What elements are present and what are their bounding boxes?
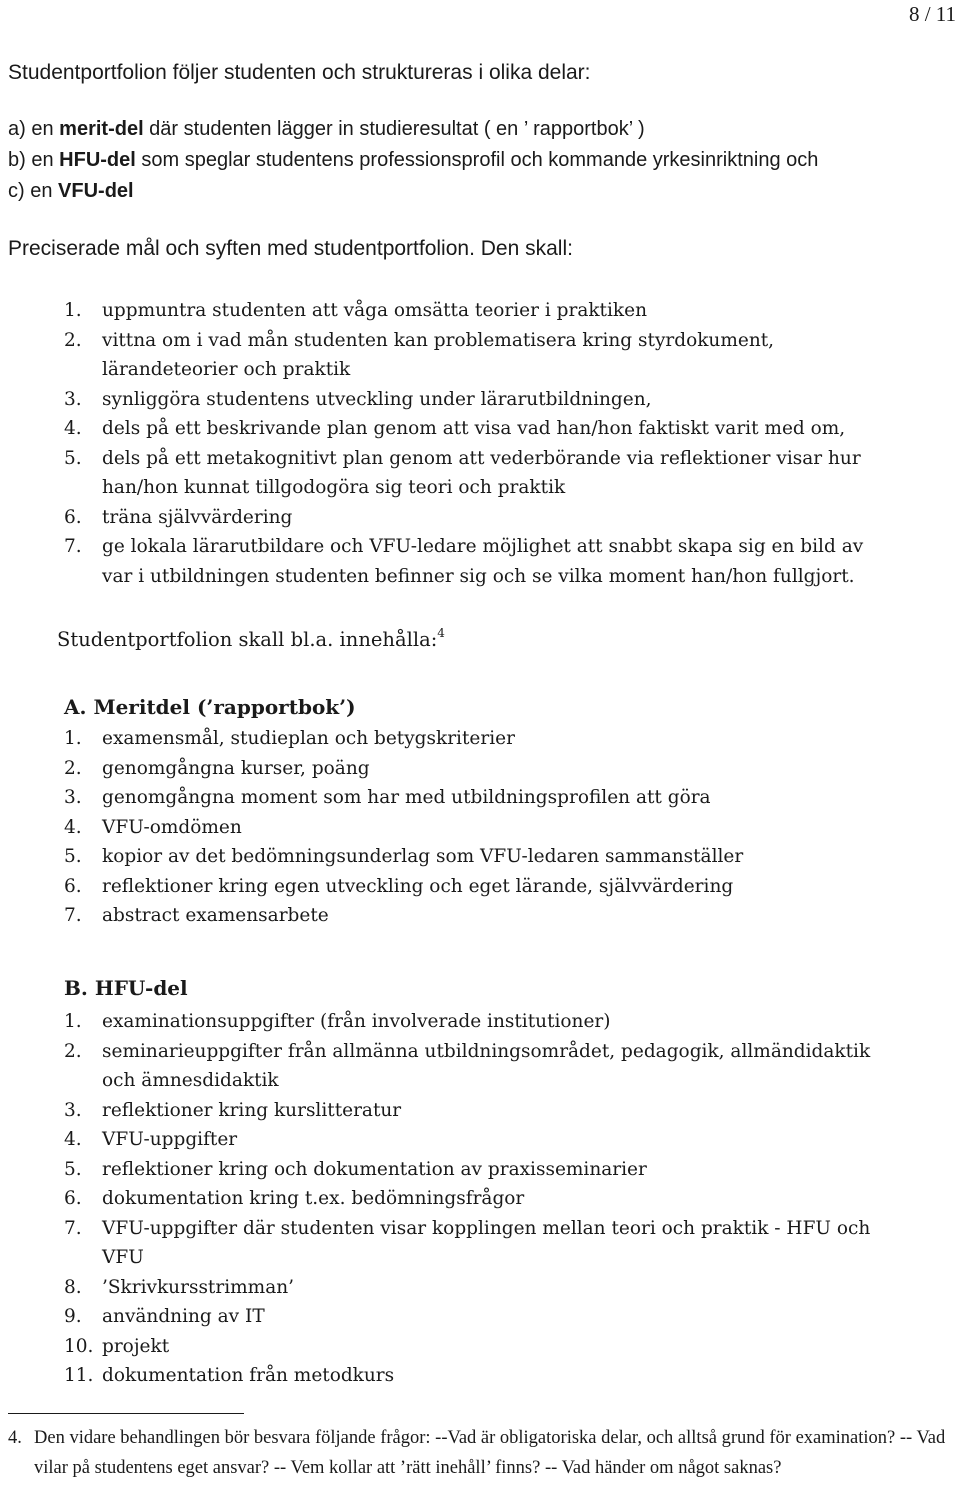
part-b-name: HFU-del [59, 149, 136, 171]
list-item [58, 532, 863, 591]
footnote-divider [8, 1413, 244, 1414]
list-item-text: reflektioner kring egen utveckling och eget lärande, självvärdering [102, 875, 734, 897]
list-item [58, 842, 743, 872]
list-item-number: 4. [64, 1129, 82, 1150]
list-item-number: 5. [64, 846, 82, 867]
list-item-number: 1. [64, 300, 82, 321]
list-item-text: ge lokala lärarutbildare och VFU-ledare möjlighet att snabbt skapa sig en bild av [102, 536, 864, 557]
footnote-text: Den vidare behandlingen bör besvara följande frågor: --Vad är obligatoriska delar, och alltså grund för examination? -- Vad vilar på studentens eget ansvar? -- Vem kollar att ’rätt inehåll’ finns? -- Vad händer om något saknas? [34, 1428, 946, 1478]
list-item [58, 296, 863, 326]
list-item [58, 813, 743, 843]
list-item-text: lärandeteorier och praktik [102, 359, 351, 380]
list-item-text: synliggöra studentens utveckling under lärarutbildningen, [102, 388, 652, 410]
list-item-text: genomgångna moment som har med utbildningsprofilen att göra [102, 787, 711, 808]
part-b-description: som speglar studentens professionsprofil och kommande yrkesinriktning och [135, 149, 819, 171]
list-item [58, 414, 863, 444]
list-item-number: 3. [64, 1099, 82, 1121]
part-c-prefix: c) en [8, 180, 59, 202]
list-item-text: VFU-uppgifter [102, 1129, 238, 1150]
list-item [58, 1037, 870, 1096]
list-item-text: abstract examensarbete [102, 905, 329, 926]
list-item [58, 1007, 870, 1037]
list-item-number: 6. [64, 1188, 82, 1209]
footnote [8, 1423, 953, 1483]
list-item-text: projekt [102, 1335, 170, 1357]
intro-heading: Studentportfolion följer studenten och struktureras i olika delar: [8, 61, 591, 84]
list-item-text: vittna om i vad mån studenten kan problematisera kring styrdokument, [102, 329, 775, 351]
part-b [8, 145, 818, 176]
list-item-text: seminarieuppgifter från allmänna utbildningsområdet, pedagogik, allmändidaktik [102, 1040, 871, 1062]
list-item-text: och ämnesdidaktik [102, 1070, 279, 1091]
list-item-number: 3. [64, 787, 82, 808]
list-item-number: 6. [64, 506, 82, 528]
list-item-number: 2. [64, 329, 82, 351]
list-item-number: 10. [64, 1335, 94, 1357]
list-item [58, 1361, 870, 1391]
list-item-number: 9. [64, 1306, 82, 1327]
part-c [8, 176, 818, 207]
list-item-text: var i utbildningen studenten befinner sig och se vilka moment han/hon fullgjort. [102, 565, 855, 587]
contents-heading [57, 618, 445, 655]
list-item-number: 2. [64, 757, 82, 779]
list-item-text: examensmål, studieplan och betygskriterier [102, 728, 515, 749]
list-item [58, 1096, 870, 1126]
list-item-text: kopior av det bedömningsunderlag som VFU-ledaren sammanställer [102, 846, 744, 867]
list-item [58, 872, 743, 902]
list-item [58, 326, 863, 385]
list-item [58, 503, 863, 533]
list-item-number: 6. [64, 875, 82, 897]
page-number: 8 / 11 [908, 2, 956, 26]
list-item-number: 7. [64, 536, 82, 557]
list-item-text: reflektioner kring kurslitteratur [102, 1099, 402, 1121]
list-item-text: han/hon kunnat tillgodogöra sig teori och praktik [102, 477, 566, 498]
list-item-number: 7. [64, 1217, 82, 1239]
list-item-number: 8. [64, 1276, 82, 1298]
footnote-reference: 4 [437, 626, 445, 640]
list-item [58, 385, 863, 415]
list-item-number: 1. [64, 1011, 82, 1032]
list-item [58, 724, 743, 754]
part-a-description: där studenten lägger in studieresultat ( en ’ rapportbok’ ) [143, 118, 645, 140]
list-item-number: 5. [64, 1158, 82, 1180]
part-a-name: merit-del [59, 118, 144, 140]
list-item [58, 901, 743, 931]
part-c-name: VFU-del [58, 180, 134, 202]
list-item-text: dokumentation kring t.ex. bedömningsfrågor [102, 1188, 525, 1209]
list-item [58, 1273, 870, 1303]
list-item-text: dels på ett metakognitivt plan genom att vederbörande via reflektioner visar hur [102, 447, 861, 469]
footnote-mark: 4. [8, 1428, 22, 1448]
hfu-section-heading: B. HFU-del [64, 976, 188, 1000]
list-item-text: reflektioner kring och dokumentation av praxisseminarier [102, 1158, 647, 1180]
goals-heading: Preciserade mål och syften med studentportfolion. Den skall: [8, 237, 573, 260]
list-item [58, 1332, 870, 1362]
list-item-text: träna självvärdering [102, 506, 293, 528]
list-item [58, 754, 743, 784]
list-item [58, 1125, 870, 1155]
portfolio-parts [8, 114, 818, 207]
list-item-number: 7. [64, 905, 82, 926]
merit-section-heading: A. Meritdel (’rapportbok’) [64, 695, 356, 719]
list-item-number: 4. [64, 816, 82, 838]
part-b-prefix: b) en [8, 149, 60, 171]
list-item [58, 1214, 870, 1273]
list-item-text: uppmuntra studenten att våga omsätta teorier i praktiken [102, 300, 647, 321]
list-item-text: VFU-omdömen [102, 816, 242, 838]
list-item [58, 1155, 870, 1185]
list-item-number: 4. [64, 418, 82, 439]
part-a [8, 114, 818, 145]
list-item-text: användning av IT [102, 1306, 265, 1327]
list-item-number: 5. [64, 447, 82, 469]
goals-list [58, 296, 863, 591]
contents-heading-text: Studentportfolion skall bl.a. innehålla: [57, 628, 438, 651]
list-item [58, 1302, 870, 1332]
list-item-number: 2. [64, 1040, 82, 1062]
list-item-text: dels på ett beskrivande plan genom att visa vad han/hon faktiskt varit med om, [102, 418, 846, 439]
list-item [58, 1184, 870, 1214]
list-item-text: VFU [102, 1247, 144, 1268]
list-item-text: VFU-uppgifter där studenten visar kopplingen mellan teori och praktik - HFU och [102, 1217, 871, 1239]
list-item [58, 783, 743, 813]
list-item-number: 11. [64, 1365, 94, 1386]
list-item-text: genomgångna kurser, poäng [102, 757, 370, 779]
list-item-text: dokumentation från metodkurs [102, 1365, 395, 1386]
list-item-text: ’Skrivkursstrimman’ [102, 1276, 295, 1298]
part-a-prefix: a) en [8, 118, 60, 140]
merit-list [58, 724, 743, 931]
list-item-number: 1. [64, 728, 82, 749]
list-item [58, 444, 863, 503]
list-item-number: 3. [64, 388, 82, 410]
list-item-text: examinationsuppgifter (från involverade institutioner) [102, 1011, 611, 1032]
hfu-list [58, 1007, 870, 1391]
